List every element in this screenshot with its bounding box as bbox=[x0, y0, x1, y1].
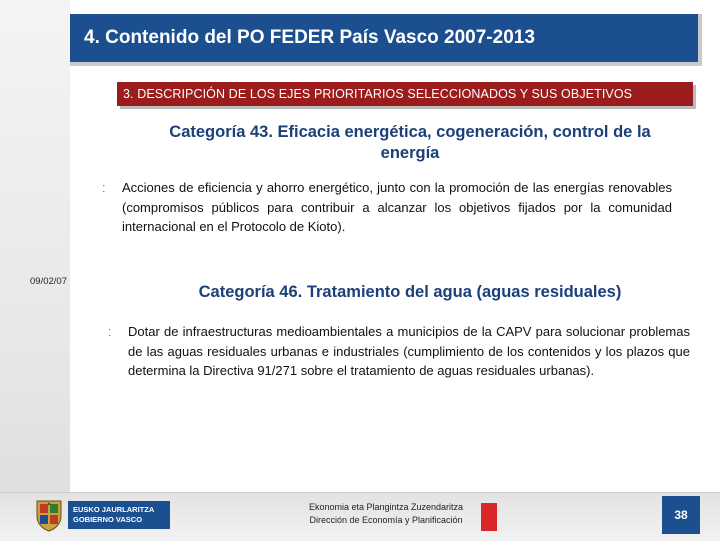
logo-line-1: EUSKO JAURLARITZA bbox=[73, 505, 155, 514]
bullet-icon: ː bbox=[102, 180, 106, 195]
category-46-bullet bbox=[108, 322, 690, 381]
logo-wordmark bbox=[68, 501, 170, 529]
footer-red-accent bbox=[481, 503, 497, 531]
department-line-1: Ekonomia eta Plangintza Zuzendaritza bbox=[308, 502, 464, 512]
category-46-bullet-text: Dotar de infraestructuras medioambientales a municipios de la CAPV para solucionar problemas de las aguas residuales urbanas e industriales (cumplimiento de los contenidos y los plazos que determina la Directiva 91/271 sobre el tratamiento de aguas residuales urbanas). bbox=[128, 324, 690, 378]
department-name bbox=[290, 501, 482, 533]
category-46-title: Categoría 46. Tratamiento del agua (aguas residuales) bbox=[198, 283, 622, 301]
left-decorative-strip bbox=[0, 0, 70, 540]
slide-date: 09/02/07 bbox=[30, 276, 67, 287]
page-number: 38 bbox=[662, 496, 700, 534]
department-line-2: Dirección de Economía y Planificación bbox=[309, 514, 463, 525]
logo-line-2: GOBIERNO VASCO bbox=[73, 515, 143, 524]
bullet-icon: ː bbox=[108, 324, 112, 339]
section-banner: 3. DESCRIPCIÓN DE LOS EJES PRIORITARIOS SELECCIONADOS Y SUS OBJETIVOS bbox=[117, 82, 693, 106]
government-logo bbox=[34, 497, 172, 533]
category-43-title: Categoría 43. Eficacia energética, cogeneración, control de la energía bbox=[169, 123, 651, 162]
category-43-bullet bbox=[102, 178, 672, 237]
slide-title: 4. Contenido del PO FEDER País Vasco 2007-2013 bbox=[70, 14, 698, 62]
basque-government-emblem-icon bbox=[34, 498, 64, 532]
category-43-bullet-text: Acciones de eficiencia y ahorro energético, junto con la promoción de las energías renovables (compromisos públicos para contribuir a alcanzar los objetivos fijados por la comunidad internacional en el Protocolo de Kioto). bbox=[122, 180, 672, 234]
